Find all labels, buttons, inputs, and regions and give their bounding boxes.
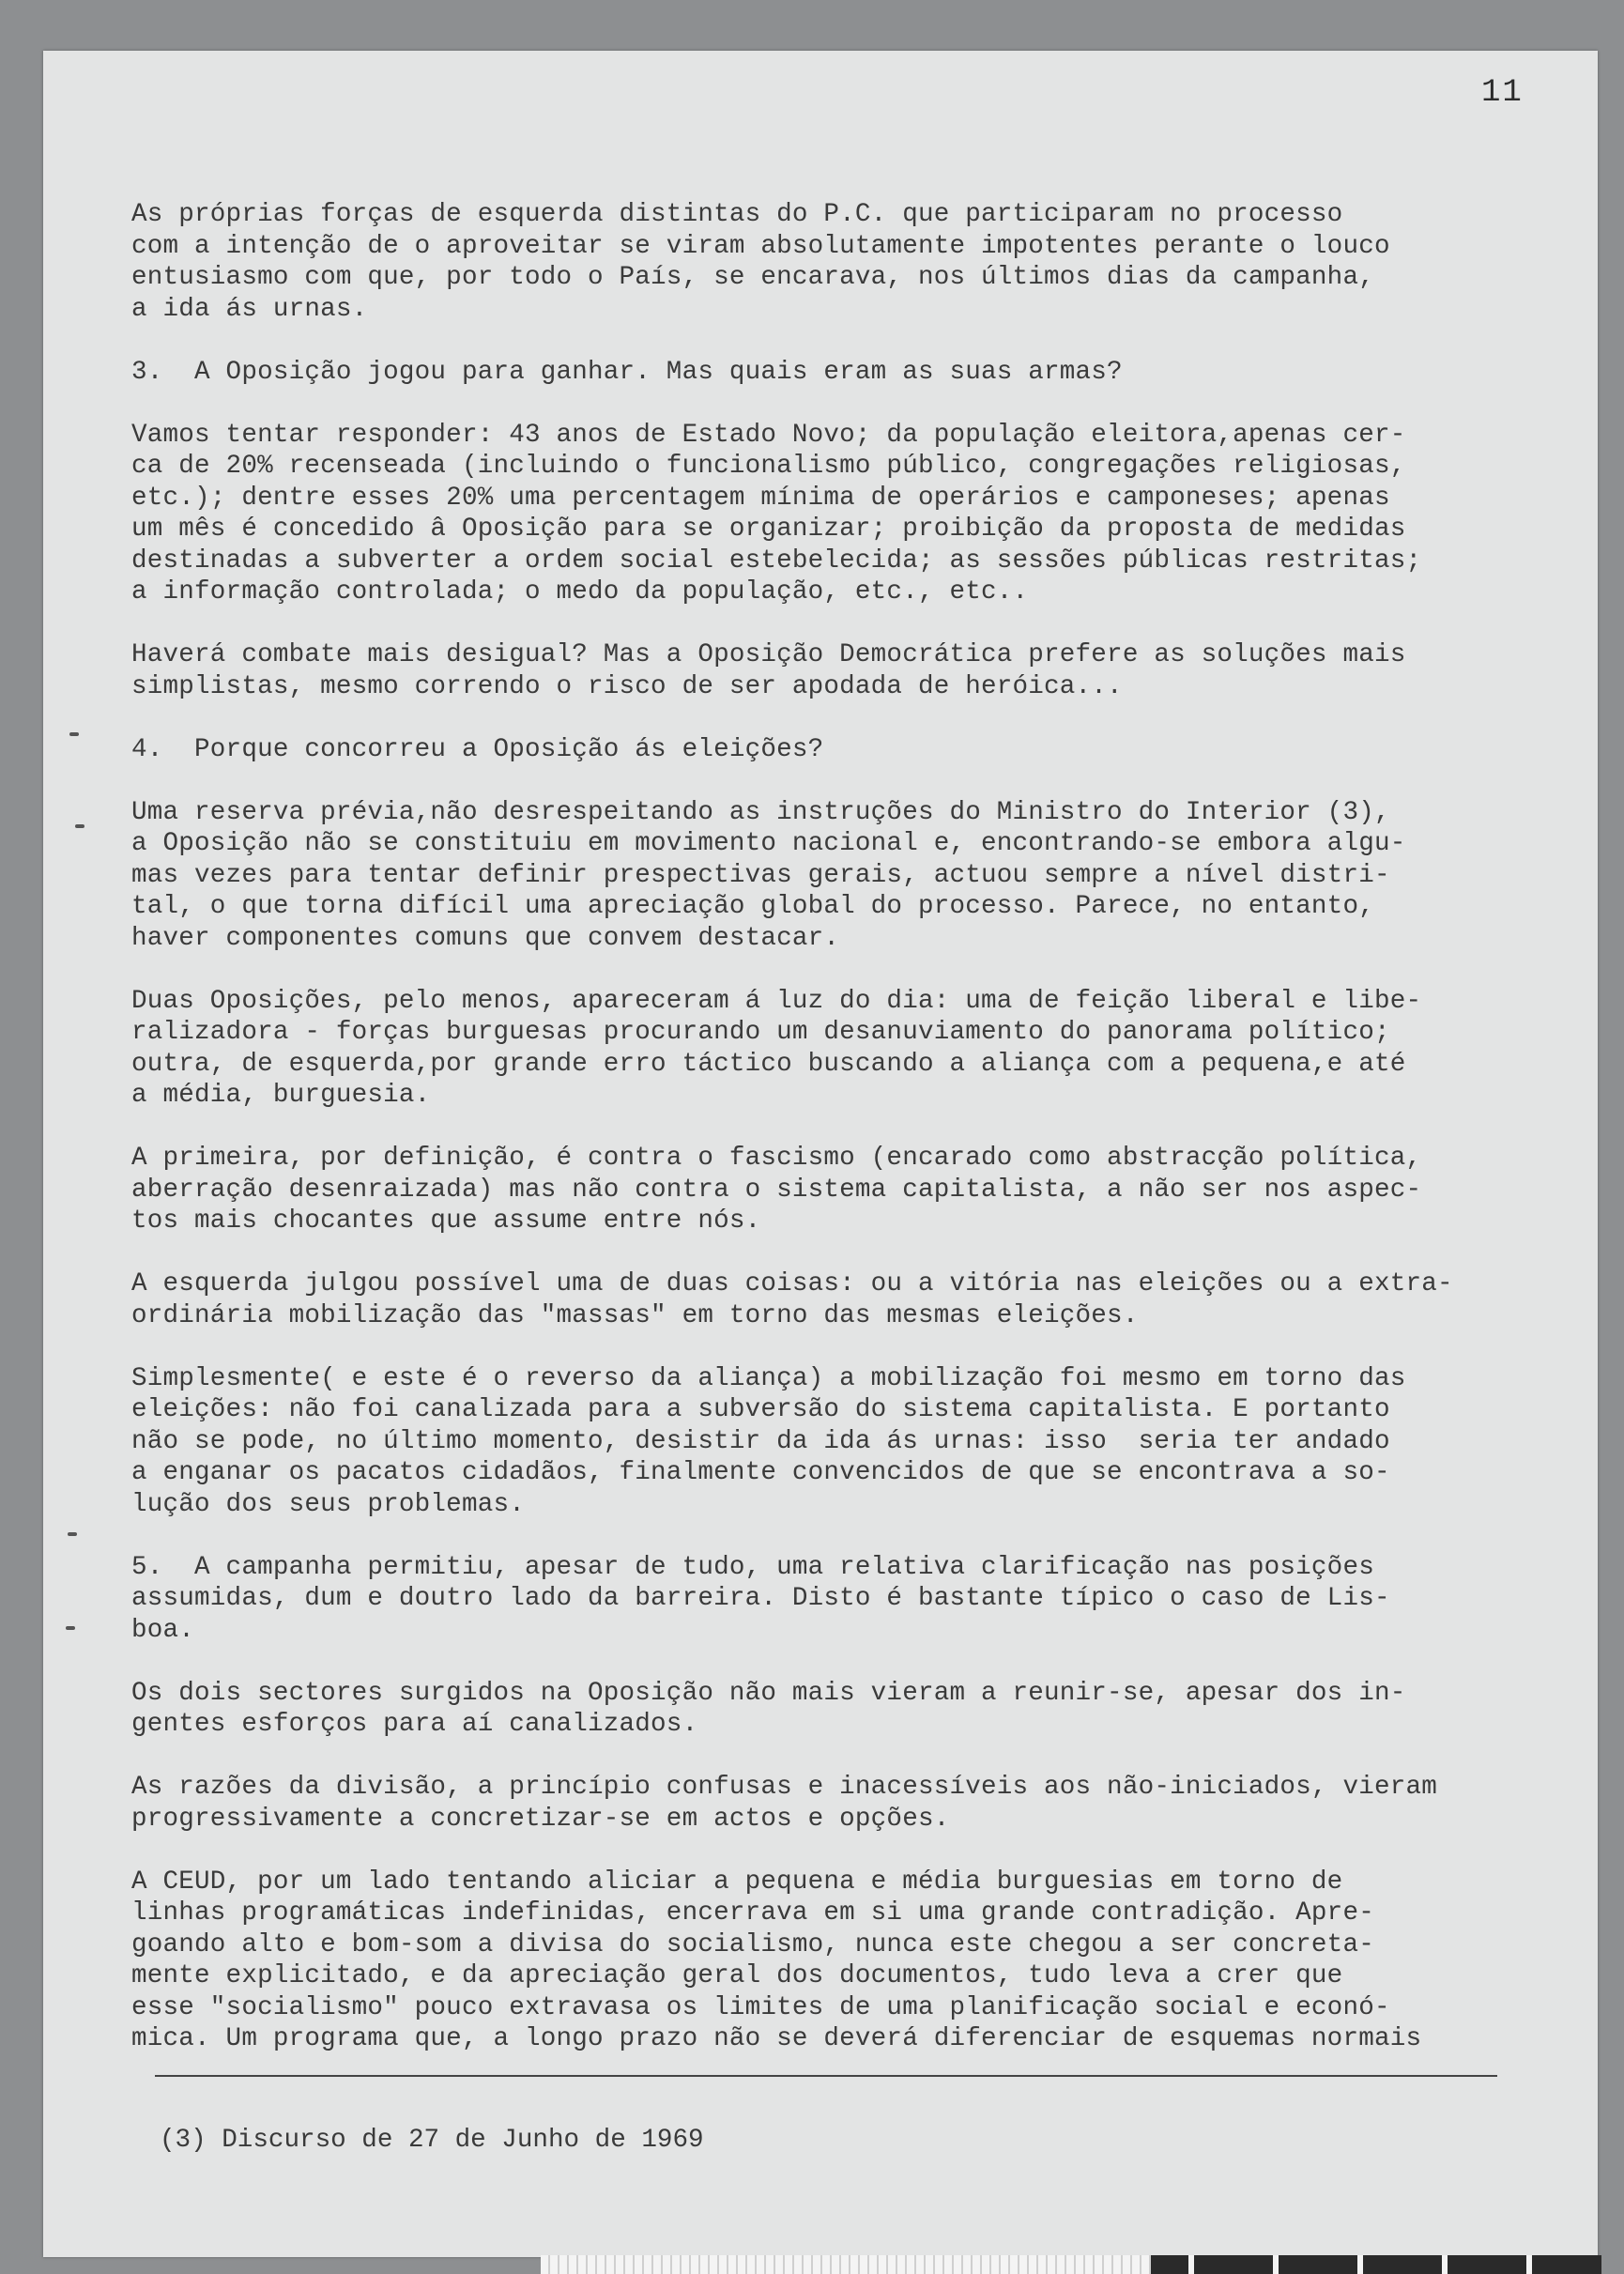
text-line: ordinária mobilização das "massas" em torno das mesmas eleições. xyxy=(131,1300,1139,1330)
text-line: a média, burguesia. xyxy=(131,1081,431,1110)
text-line: a informação controlada; o medo da população, etc., etc.. xyxy=(131,577,1029,607)
text-line: A primeira, por definição, é contra o fascismo (encarado como abstracção política, xyxy=(131,1144,1422,1173)
ruler-light-segment xyxy=(541,2255,1151,2274)
text-line: simplistas, mesmo correndo o risco de ser apodada de heróica... xyxy=(131,671,1123,701)
text-line: mas vezes para tentar definir prespectivas gerais, actuou sempre a nível distri- xyxy=(131,860,1390,890)
text-line: Os dois sectores surgidos na Oposição não mais vieram a reunir-se, apesar dos in- xyxy=(131,1678,1406,1708)
binding-mark xyxy=(68,1532,77,1536)
footnote: (3) Discurso de 27 de Junho de 1969 xyxy=(160,2126,704,2155)
text-line: A esquerda julgou possível uma de duas coisas: ou a vitória nas eleições ou a extra- xyxy=(131,1269,1453,1298)
text-line: haver componentes comuns que convem destacar. xyxy=(131,923,840,953)
text-line: a enganar os pacatos cidadãos, finalmente convencidos de que se encontrava a so- xyxy=(131,1458,1390,1487)
paragraph xyxy=(131,1772,1540,1835)
text-line: Uma reserva prévia,não desrespeitando as instruções do Ministro do Interior (3), xyxy=(131,797,1390,827)
text-line: progressivamente a concretizar-se em actos e opções. xyxy=(131,1804,950,1834)
text-line: não se pode, no último momento, desistir da ida ás urnas: isso seria ter andado xyxy=(131,1426,1390,1456)
text-line: linhas programáticas indefinidas, encerrava em si uma grande contradição. Apre- xyxy=(131,1898,1374,1928)
text-line: com a intenção de o aproveitar se viram absolutamente impotentes perante o louco xyxy=(131,231,1390,261)
text-line: ralizadora - forças burguesas procurando um desanuviamento do panorama político; xyxy=(131,1018,1390,1047)
text-line: um mês é concedido â Oposição para se organizar; proibição da proposta de medidas xyxy=(131,515,1406,544)
text-line: aberração desenraizada) mas não contra o sistema capitalista, a não ser nos aspec- xyxy=(131,1175,1422,1205)
ruler-dark-segment xyxy=(1151,2255,1601,2274)
paragraph xyxy=(131,1678,1540,1741)
text-line: tal, o que torna difícil uma apreciação global do processo. Parece, no entanto, xyxy=(131,892,1374,921)
text-line: eleições: não foi canalizada para a subversão do sistema capitalista. E portanto xyxy=(131,1395,1390,1424)
scan-color-ruler xyxy=(541,2255,1601,2274)
text-line: A CEUD, por um lado tentando aliciar a pequena e média burguesias em torno de xyxy=(131,1867,1343,1897)
text-line: outra, de esquerda,por grande erro táctico buscando a aliança com a pequena,e até xyxy=(131,1049,1406,1079)
paragraph xyxy=(131,1867,1540,2055)
text-line: mica. Um programa que, a longo prazo não se deverá diferenciar de esquemas normais xyxy=(131,2024,1422,2053)
text-line: boa. xyxy=(131,1615,195,1645)
text-line: etc.); dentre esses 20% uma percentagem mínima de operários e camponeses; apenas xyxy=(131,483,1390,513)
paragraph xyxy=(131,734,1540,766)
paragraph xyxy=(131,199,1540,325)
text-line: Haverá combate mais desigual? Mas a Oposição Democrática prefere as soluções mais xyxy=(131,640,1406,669)
paragraph xyxy=(131,1552,1540,1647)
paragraph xyxy=(131,1143,1540,1237)
text-line: esse "socialismo" pouco extravasa os limites de uma planificação social e econó- xyxy=(131,1992,1390,2022)
paragraph xyxy=(131,986,1540,1112)
text-line: 5. A campanha permitiu, apesar de tudo, uma relativa clarificação nas posições xyxy=(131,1552,1374,1582)
text-line: a Oposição não se constituiu em movimento nacional e, encontrando-se embora algu- xyxy=(131,829,1406,858)
binding-mark xyxy=(69,732,79,736)
text-line: 3. A Oposição jogou para ganhar. Mas quais eram as suas armas? xyxy=(131,357,1123,387)
text-line: As razões da divisão, a princípio confusas e inacessíveis aos não-iniciados, vieram xyxy=(131,1773,1437,1802)
paragraph xyxy=(131,357,1540,389)
text-line: Duas Oposições, pelo menos, apareceram á luz do dia: uma de feição liberal e libe- xyxy=(131,986,1422,1016)
text-line: tos mais chocantes que assume entre nós. xyxy=(131,1206,761,1236)
paragraph xyxy=(131,1363,1540,1521)
body-text xyxy=(131,199,1540,2086)
text-line: destinadas a subverter a ordem social estebelecida; as sessões públicas restritas; xyxy=(131,545,1422,576)
text-line: a ida ás urnas. xyxy=(131,294,368,324)
binding-mark xyxy=(75,824,84,828)
text-line: gentes esforços para aí canalizados. xyxy=(131,1710,698,1739)
paragraph xyxy=(131,1268,1540,1331)
text-line: Simplesmente( e este é o reverso da aliança) a mobilização foi mesmo em torno das xyxy=(131,1363,1406,1393)
text-line: As próprias forças de esquerda distintas do P.C. que participaram no processo xyxy=(131,200,1343,229)
text-line: lução dos seus problemas. xyxy=(131,1489,525,1519)
paragraph xyxy=(131,797,1540,955)
text-line: entusiasmo com que, por todo o País, se encarava, nos últimos dias da campanha, xyxy=(131,263,1374,292)
text-line: 4. Porque concorreu a Oposição ás eleições? xyxy=(131,734,824,764)
footnote-divider xyxy=(155,2075,1497,2077)
text-line: ca de 20% recenseada (incluindo o funcionalismo público, congregações religiosas, xyxy=(131,452,1406,481)
text-line: goando alto e bom-som a divisa do socialismo, nunca este chegou a ser concreta- xyxy=(131,1929,1374,1959)
text-line: assumidas, dum e doutro lado da barreira. Disto é bastante típico o caso de Lis- xyxy=(131,1584,1390,1613)
page-number: 11 xyxy=(1481,75,1524,111)
binding-mark xyxy=(66,1626,75,1630)
text-line: Vamos tentar responder: 43 anos de Estado Novo; da população eleitora,apenas cer- xyxy=(131,420,1406,450)
paragraph xyxy=(131,420,1540,608)
paragraph xyxy=(131,639,1540,702)
text-line: mente explicitado, e da apreciação geral dos documentos, tudo leva a crer que xyxy=(131,1961,1343,1990)
